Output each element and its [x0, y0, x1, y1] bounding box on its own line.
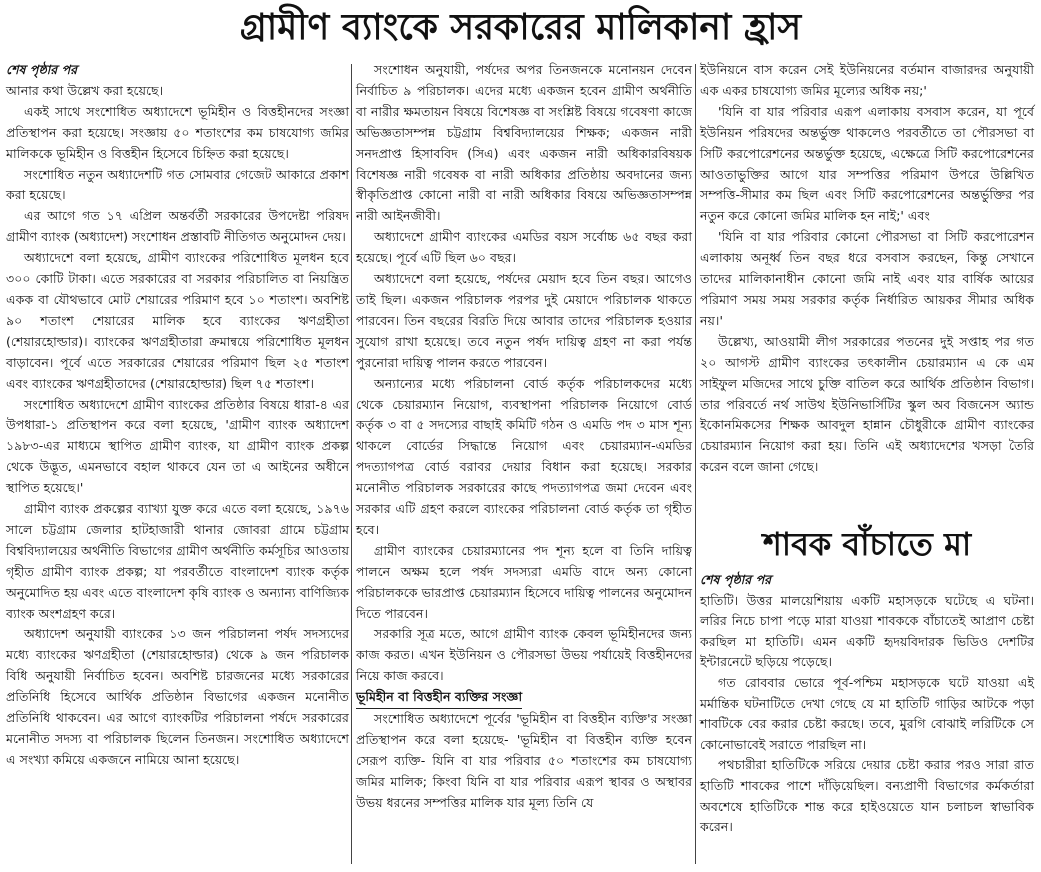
paragraph: গত রোববার ভোরে পূর্ব-পশ্চিম মহাসড়কে ঘটে যাওয়া এই মর্মান্তিক ঘটনাটিতে দেখা গেছে যে মা হাতিটি গাড়ির আটকে পড়া শাবটিকে বের করার চেষ্টা করছে। তবে, মুরগি বোঝাই লরিটিকে সে কোনোভাবেই সরাতে পারছিল না।: [700, 674, 1034, 752]
paragraph: সংশোধিত নতুন অধ্যাদেশটি গত সোমবার গেজেট আকারে প্রকাশ করা হয়েছে।: [6, 166, 349, 203]
column-divider: [351, 64, 352, 864]
continuation-kicker: শেষ পৃষ্ঠার পর: [700, 572, 772, 587]
paragraph: সংশোধিত অধ্যাদেশে পূর্বের 'ভূমিহীন বা বিত্তহীন ব্যক্তি'র সংজ্ঞা প্রতিস্থাপন করে বলা হয়েছে- 'ভূমিহীন বা বিত্তহীন ব্যক্তি হবেন সেরূপ ব্যক্তি- যিনি বা যার পরিবার ৫০ শতাংশের কম চাষযোগ্য জমির মালিক; কিংবা যিনি বা যার পরিবার এরূপ স্থাবর ও অস্থাবর উভয় ধরনের সম্পত্তির মালিক যার মূল্য তিনি যে: [356, 711, 692, 810]
article-column-1: [6, 60, 349, 771]
paragraph: অধ্যাদেশ অনুযায়ী ব্যাংকের ১৩ জন পরিচালনা পর্ষদ সদস্যদের মধ্যে ব্যাংকের ঋণগ্রহীতা (শেয়ারহোল্ডার) থেকে ৯ জন পরিচালক বিধি অনুযায়ী নির্বাচিত হবেন। অবশিষ্ট চারজনের মধ্যে সরকারের প্রতিনিধি হিসেবে আর্থিক প্রতিষ্ঠান বিভাগের একজন মনোনীত প্রতিনিধি থাকবেন। এর আগে ব্যাংকটির পরিচালনা পর্ষদে সরকারের মনোনীত সদস্য বা পরিচালক ছিলেন তিনজন। সংশোধিত অধ্যাদেশে এ সংখ্যা কমিয়ে একজনে নামিয়ে আনা হয়েছে।: [6, 626, 349, 767]
paragraph: 'যিনি বা যার পরিবার কোনো পৌরসভা বা সিটি করপোরেশন এলাকায় অনূর্ধ্ব তিন বছর ধরে বসবাস করছেন, কিন্তু সেখানে তাদের মালিকানাধীন কোনো জমি নাই এবং যার বার্ষিক আয়ের পরিমাণ সময় সময় সরকার কর্তৃক নির্ধারিত আয়কর সীমার অধিক নয়।': [700, 229, 1034, 328]
paragraph: এর আগে গত ১৭ এপ্রিল অন্তর্বর্তী সরকারের উপদেষ্টা পরিষদ গ্রামীণ ব্যাংক (অধ্যাদেশ) সংশোধন প্রস্তাবটি নীতিগত অনুমোদন দেয়।: [6, 208, 349, 245]
paragraph: সংশোধিত অধ্যাদেশে গ্রামীণ ব্যাংকের প্রতিষ্ঠার বিষয়ে ধারা-৪ এর উপধারা-১ প্রতিস্থাপন করে বলা হয়েছে, 'গ্রামীণ ব্যাংক অধ্যাদেশ ১৯৮৩-এর মাধ্যমে স্থাপিত গ্রামীণ ব্যাংক, যা গ্রামীণ ব্যাংক প্রকল্প থেকে উদ্ভূত, এমনভাবে বহাল থাকবে যেন তা এ আইনের অধীনে স্থাপিত হয়েছে।': [6, 396, 349, 496]
secondary-headline: শাবক বাঁচাতে মা: [762, 525, 972, 563]
paragraph: উল্লেখ্য, আওয়ামী লীগ সরকারের পতনের দুই সপ্তাহ পর গত ২০ আগস্ট গ্রামীণ ব্যাংকের তৎকালীন চেয়ারম্যান এ কে এম সাইফুল মজিদের সাথে চুক্তি বাতিল করে আর্থিক প্রতিষ্ঠান বিভাগ। তার পরিবর্তে নর্থ সাউথ ইউনিভার্সিটির স্কুল অব বিজনেস অ্যান্ড ইকোনমিকসের শিক্ষক আবদুল হান্নান চৌধুরীকে গ্রামীণ ব্যাংকের চেয়ারম্যান নিয়োগ করা হয়। তিনি এই অধ্যাদেশের খসড়া তৈরি করেন বলে জানা গেছে।: [700, 333, 1034, 475]
article-column-2: [356, 60, 692, 814]
headline: গ্রামীণ ব্যাংকে সরকারের মালিকানা হ্রাস: [239, 7, 802, 48]
paragraph: একই সাথে সংশোধিত অধ্যাদেশে ভূমিহীন ও বিত্তহীনদের সংজ্ঞা প্রতিস্থাপন করা হয়েছে। সংজ্ঞায় ৫০ শতাংশের কম চাষযোগ্য জমির মালিককে ভূমিহীন ও বিত্তহীন হিসেবে চিহ্নিত করা হয়েছে।: [6, 103, 349, 161]
paragraph: ইউনিয়নে বাস করেন সেই ইউনিয়নের বর্তমান বাজারদর অনুযায়ী এক একর চাষযোগ্য জমির মূল্যের অধিক নয়;': [700, 62, 1034, 98]
paragraph: সংশোধন অনুযায়ী, পর্ষদের অপর তিনজনকে মনোনয়ন দেবেন নির্বাচিত ৯ পরিচালক। এদের মধ্যে একজন হবেন গ্রামীণ অর্থনীতি বা নারীর ক্ষমতায়ন বিষয়ে বিশেষজ্ঞ বা সংশ্লিষ্ট বিষয়ে গবেষণা কাজে অভিজ্ঞতাসম্পন্ন চট্টগ্রাম বিশ্ববিদ্যালয়ের শিক্ষক; একজন নারী সনদপ্রাপ্ত হিসাববিদ (সিএ) এবং একজন নারী অধিকারবিষয়ক বিশেষজ্ঞ নারী গবেষক বা নারী অধিকার প্রতিষ্ঠায় অবদানের জন্য স্বীকৃতিপ্রাপ্ত কোনো নারী বা নারী অধিকার বিষয়ে অভিজ্ঞতাসম্পন্ন নারী আইনজীবী।: [356, 62, 692, 224]
paragraph: গ্রামীণ ব্যাংকের চেয়ারম্যানের পদ শূন্য হলে বা তিনি দায়িত্ব পালনে অক্ষম হলে পর্ষদ সদস্যরা এমডি বাদে অন্য কোনো পরিচালককে ভারপ্রাপ্ত চেয়ারম্যান হিসেবে দায়িত্ব পালনের অনুমোদন দিতে পারবেন।: [356, 542, 692, 621]
paragraph: অধ্যাদেশে বলা হয়েছে, পর্ষদের মেয়াদ হবে তিন বছর। আগেও তাই ছিল। একজন পরিচালক পরপর দুই মেয়াদে পরিচালক থাকতে পারবেন। তিন বছরের বিরতি দিয়ে আবার তাদের পরিচালক হওয়ার সুযোগ রাখা হয়েছে। তবে নতুন পর্ষদ দায়িত্ব গ্রহণ না করা পর্যন্ত পুরনোরা দায়িত্ব পালন করতে পারবেন।: [356, 271, 692, 370]
paragraph: আনার কথা উল্লেখ করা হয়েছে।: [6, 82, 164, 98]
paragraph: অধ্যাদেশে বলা হয়েছে, গ্রামীণ ব্যাংকের পরিশোধিত মূলধন হবে ৩০০ কোটি টাকা। এতে সরকারের বা সরকার পরিচালিত বা নিয়ন্ত্রিত একক বা যৌথভাবে মোট শেয়ারের পরিমাণ হবে ১০ শতাংশ। অবশিষ্ট ৯০ শতাংশ শেয়ারের মালিক হবে ব্যাংকের ঋণগ্রহীতা (শেয়ারহোল্ডার)। ব্যাংকের ঋণগ্রহীতারা ক্রমান্বয়ে পরিশোধিত মূলধন বাড়াবেন। পূর্বে এতে সরকারের শেয়ারের পরিমাণ ছিল ২৫ শতাংশ এবং ব্যাংকের ঋণগ্রহীতাদের (শেয়ারহোল্ডার) ছিল ৭৫ শতাংশ।: [6, 250, 349, 391]
secondary-article: [700, 522, 1034, 838]
paragraph: হাতিটি। উত্তর মালয়েশিয়ায় একটি মহাসড়কে ঘটেছে এ ঘটনা। লরির নিচে চাপা পড়ে মারা যাওয়া শাবককে বাঁচাতেই আপ্রাণ চেষ্টা করছিল মা হাতিটি। এমন একটি হৃদয়বিদারক ভিডিও দেশটির ইন্টারনেটে ছড়িয়ে পড়েছে।: [700, 592, 1034, 670]
paragraph: অধ্যাদেশে গ্রামীণ ব্যাংকের এমডির বয়স সর্বোচ্চ ৬৫ বছর করা হয়েছে। পূর্বে এটি ছিল ৬০ বছর।: [356, 229, 692, 266]
paragraph: পথচারীরা হাতিটিকে সরিয়ে দেয়ার চেষ্টা করার পরও সারা রাত হাতিটি শাবকের পাশে দাঁড়িয়েছিল। বন্যপ্রাণী বিভাগের কর্মকর্তারা অবশেষে হাতিটিকে শান্ত করে হাইওয়েতে যান চলাচল স্বাভাবিক করেন।: [700, 757, 1034, 835]
article-column-3: [700, 60, 1034, 478]
continuation-kicker: শেষ পৃষ্ঠার পর: [6, 62, 78, 77]
paragraph: গ্রামীণ ব্যাংক প্রকল্পের ব্যাখ্যা যুক্ত করে এতে বলা হয়েছে, ১৯৭৬ সালে চট্টগ্রাম জেলার হাটহাজারী থানার জোবরা গ্রামে চট্টগ্রাম বিশ্ববিদ্যালয়ের অর্থনীতি বিভাগের গ্রামীণ অর্থনীতি কর্মসূচির আওতায় গৃহীত গ্রামীণ ব্যাংক প্রকল্প; যা পরবর্তীতে বাংলাদেশ ব্যাংক কর্তৃক অনুমোদিত হয় এবং এতে বাংলাদেশ কৃষি ব্যাংক ও অন্যান্য বাণিজ্যিক ব্যাংক অংশগ্রহণ করে।: [6, 501, 349, 621]
subheading: ভূমিহীন বা বিত্তহীন ব্যক্তির সংজ্ঞা: [356, 687, 522, 709]
paragraph: সরকারি সূত্র মতে, আগে গ্রামীণ ব্যাংক কেবল ভূমিহীনদের জন্য কাজ করত। এখন ইউনিয়ন ও পৌরসভা উভয় পর্যায়েই বিত্তহীনদের নিয়ে কাজ করবে।: [356, 626, 692, 684]
paragraph: অন্যান্যের মধ্যে পরিচালনা বোর্ড কর্তৃক পরিচালকদের মধ্যে থেকে চেয়ারম্যান নিয়োগ, ব্যবস্থাপনা পরিচালক নিয়োগে বোর্ড কর্তৃক ৩ বা ৫ সদস্যের বাছাই কমিটি গঠন ও এমডি পদ ৩ মাস শূন্য থাকলে বোর্ডের সিদ্ধান্তে নিয়োগ এবং চেয়ারম্যান-এমডির পদত্যাগপত্র বোর্ড বরাবর দেয়ার বিধান করা হয়েছে। সরকার মনোনীত পরিচালক সরকারের কাছে পদত্যাগপত্র জমা দেবেন এবং সরকার এটি গ্রহণ করলে ব্যাংকের পরিচালনা বোর্ড কর্তৃক তা গৃহীত হবে।: [356, 375, 692, 537]
paragraph: 'যিনি বা যার পরিবার এরূপ এলাকায় বসবাস করেন, যা পূর্বে ইউনিয়ন পরিষদের অন্তর্ভুক্ত থাকলেও পরবর্তীতে তা পৌরসভা বা সিটি করপোরেশনের অন্তর্ভুক্ত হয়েছে, এক্ষেত্রে সিটি করপোরেশনের আওতাভুক্তির আগে যার সম্পত্তির পরিমাণ উপরে উল্লিখিত সম্পত্তি-সীমার কম ছিল এবং সিটি করপোরেশনের অন্তর্ভুক্তির পর নতুন করে কোনো জমির মালিক হন নাই;' এবং: [700, 103, 1034, 224]
column-divider: [695, 64, 696, 864]
